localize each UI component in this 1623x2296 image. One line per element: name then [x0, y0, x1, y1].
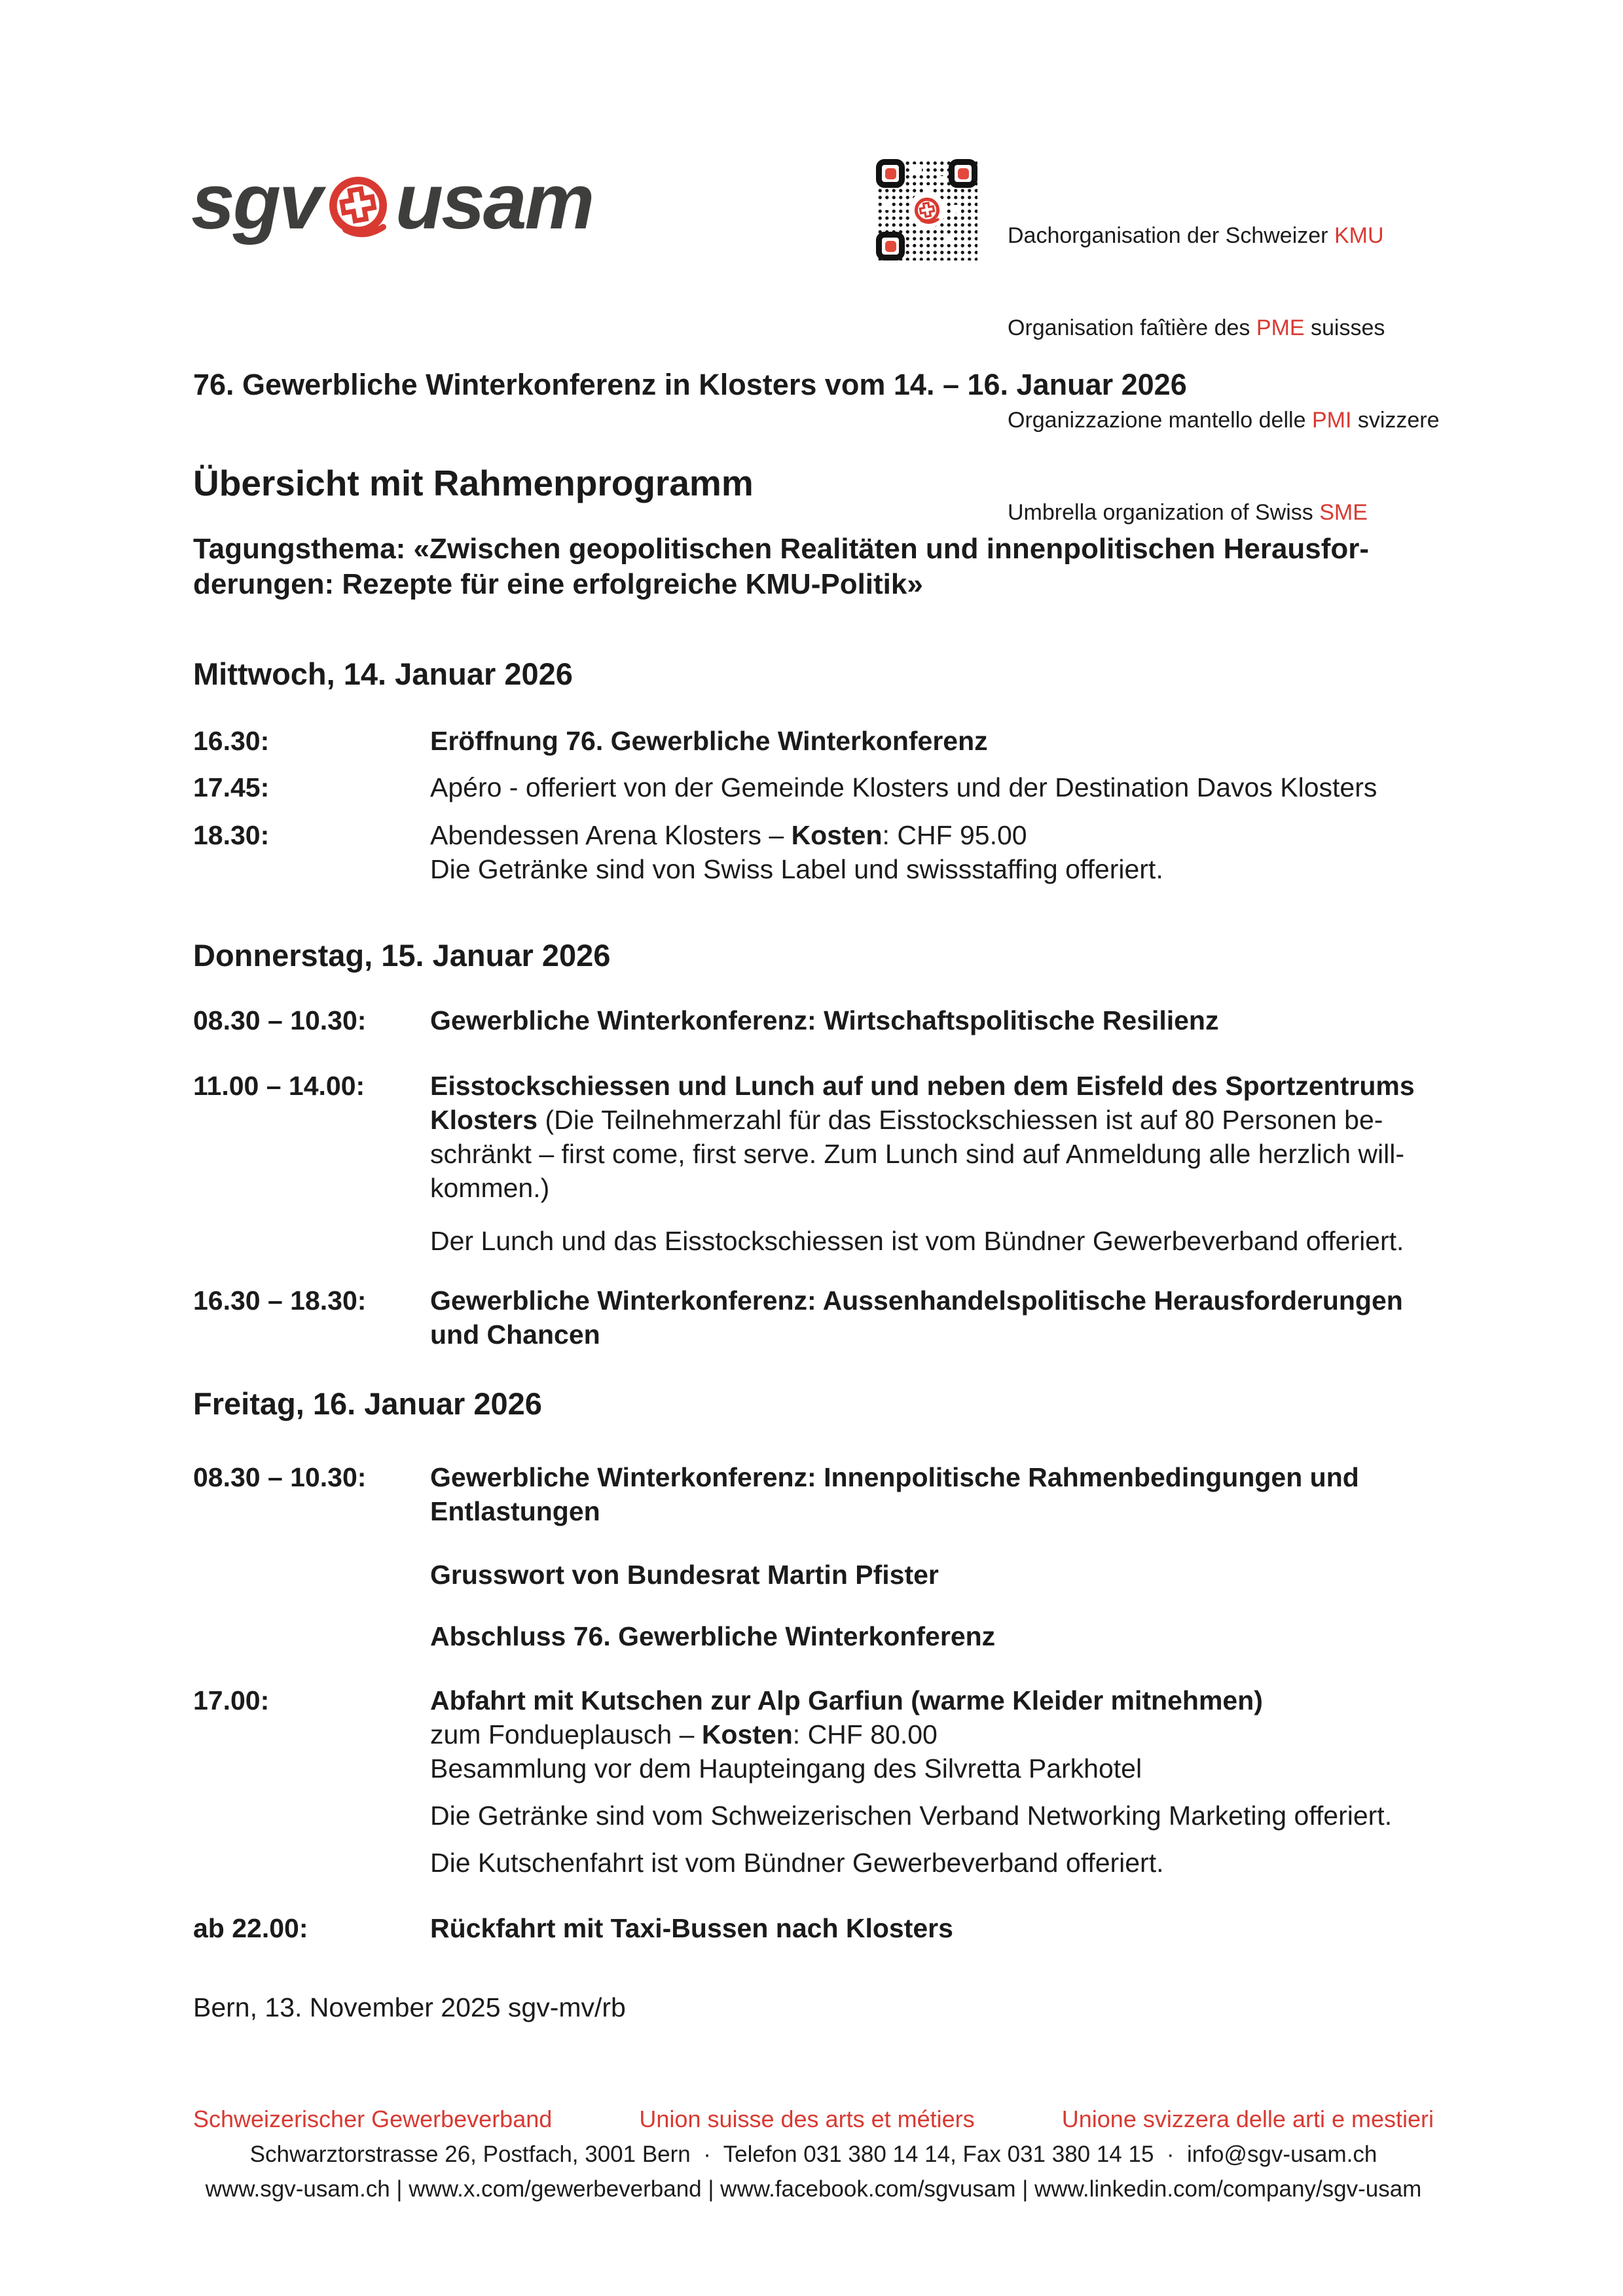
legend-line-de: Dachorganisation der Schweizer KMU: [1008, 223, 1384, 248]
footer-address: Schwarztorstrasse 26, Postfach, 3001 Bern · Telefon 031 380 14 14, Fax 031 380 14 15 · info@sgv-usam.ch: [249, 2142, 1377, 2167]
schedule-note: [193, 1799, 1438, 1833]
day-section-wednesday: [193, 656, 1438, 886]
time-label: 18.30:: [193, 820, 270, 850]
event-description: Abendessen Arena Klosters – Kosten: CHF 95.00 Die Getränke sind von Swiss Label und swissstaffing offeriert.: [430, 820, 1163, 884]
schedule-note: [193, 1224, 1438, 1258]
day-heading: Donnerstag, 15. Januar 2026: [193, 938, 611, 973]
schedule-row: [193, 1283, 1438, 1352]
event-description: Die Kutschenfahrt ist vom Bündner Gewerbeverband offeriert.: [430, 1848, 1164, 1878]
legend-line-en: Umbrella organization of Swiss SME: [1008, 500, 1368, 525]
closing-line: Bern, 13. November 2025 sgv-mv/rb: [193, 1992, 626, 2022]
footer: [193, 2106, 1434, 2202]
footer-organizations: [193, 2106, 1434, 2132]
document-subtitle: Übersicht mit Rahmenprogramm: [193, 463, 754, 503]
event-description: Rückfahrt mit Taxi-Bussen nach Klosters: [430, 1913, 953, 1943]
event-description: Gewerbliche Winterkonferenz: Aussenhandelspolitische Herausforderungen und Chancen: [430, 1285, 1403, 1350]
legend-line-fr: Organisation faîtière des PME suisses: [1008, 315, 1385, 340]
footer-links: www.sgv-usam.ch | www.x.com/gewerbeverband | www.facebook.com/sgvusam | www.linkedin.com/company/sgv-usam: [205, 2176, 1422, 2202]
event-description: Eröffnung 76. Gewerbliche Winterkonferenz: [430, 726, 988, 756]
day-heading: Freitag, 16. Januar 2026: [193, 1386, 542, 1421]
event-description: Die Getränke sind vom Schweizerischen Verband Networking Marketing offeriert.: [430, 1801, 1393, 1831]
schedule-row: [193, 1683, 1438, 1785]
time-label: 17.00:: [193, 1685, 270, 1715]
time-label: 17.45:: [193, 772, 270, 802]
event-description: Apéro - offeriert von der Gemeinde Klosters und der Destination Davos Klosters: [430, 772, 1377, 802]
schedule-row: [193, 818, 1438, 886]
schedule-row: [193, 1460, 1438, 1528]
event-description: Grusswort von Bundesrat Martin Pfister: [430, 1560, 939, 1590]
event-description: Abschluss 76. Gewerbliche Winterkonferenz: [430, 1621, 996, 1651]
event-description: Gewerbliche Winterkonferenz: Wirtschaftspolitische Resilienz: [430, 1005, 1219, 1035]
time-label: 08.30 – 10.30:: [193, 1462, 367, 1492]
time-label: 11.00 – 14.00:: [193, 1071, 365, 1101]
schedule-note: [193, 1619, 1438, 1653]
schedule-row: [193, 1069, 1438, 1205]
legend-line-it: Organizzazione mantello delle PMI svizzere: [1008, 408, 1440, 433]
schedule-row: [193, 724, 1438, 758]
schedule-note: [193, 1846, 1438, 1880]
event-description: Der Lunch und das Eisstockschiessen ist vom Bündner Gewerbeverband offeriert.: [430, 1226, 1404, 1256]
time-label: 08.30 – 10.30:: [193, 1005, 367, 1035]
footer-org-it: Unione svizzera delle arti e mestieri: [1061, 2106, 1434, 2132]
day-section-thursday: [193, 938, 1438, 1352]
logo-text-usam: usam: [395, 158, 593, 245]
day-section-friday: [193, 1386, 1438, 1945]
document-title: 76. Gewerbliche Winterkonferenz in Klosters vom 14. – 16. Januar 2026: [193, 368, 1187, 401]
event-description: Eisstockschiessen und Lunch auf und neben dem Eisfeld des Sportzentrums Klosters (Die Teilnehmerzahl für das Eisstockschiessen ist auf 80 Personen be- schränkt – first come, first serve. Zum Lunch sind auf Anmeldung alle herzlich will- kommen.): [430, 1071, 1415, 1203]
time-label: 16.30 – 18.30:: [193, 1285, 367, 1316]
footer-org-de: Schweizerischer Gewerbeverband: [193, 2106, 553, 2132]
time-label: ab 22.00:: [193, 1913, 308, 1943]
footer-org-fr: Union suisse des arts et métiers: [639, 2106, 975, 2132]
event-description: Gewerbliche Winterkonferenz: Innenpolitische Rahmenbedingungen und Entlastungen: [430, 1462, 1359, 1526]
schedule-row: [193, 770, 1438, 804]
conference-theme: Tagungsthema: «Zwischen geopolitischen Realitäten und innenpolitischen Herausfor- derungen: Rezepte für eine erfolgreiche KMU-Politik»: [193, 533, 1370, 600]
day-heading: Mittwoch, 14. Januar 2026: [193, 656, 573, 691]
schedule-row: [193, 1003, 1438, 1037]
schedule-row: [193, 1911, 1438, 1945]
logo-text-sgv: sgv: [191, 158, 321, 245]
event-description: Abfahrt mit Kutschen zur Alp Garfiun (warme Kleider mitnehmen) zum Fondueplausch – Kosten: CHF 80.00 Besammlung vor dem Haupteingang des Silvretta Parkhotel: [430, 1685, 1263, 1784]
schedule-note: [193, 1558, 1438, 1592]
time-label: 16.30:: [193, 726, 270, 756]
